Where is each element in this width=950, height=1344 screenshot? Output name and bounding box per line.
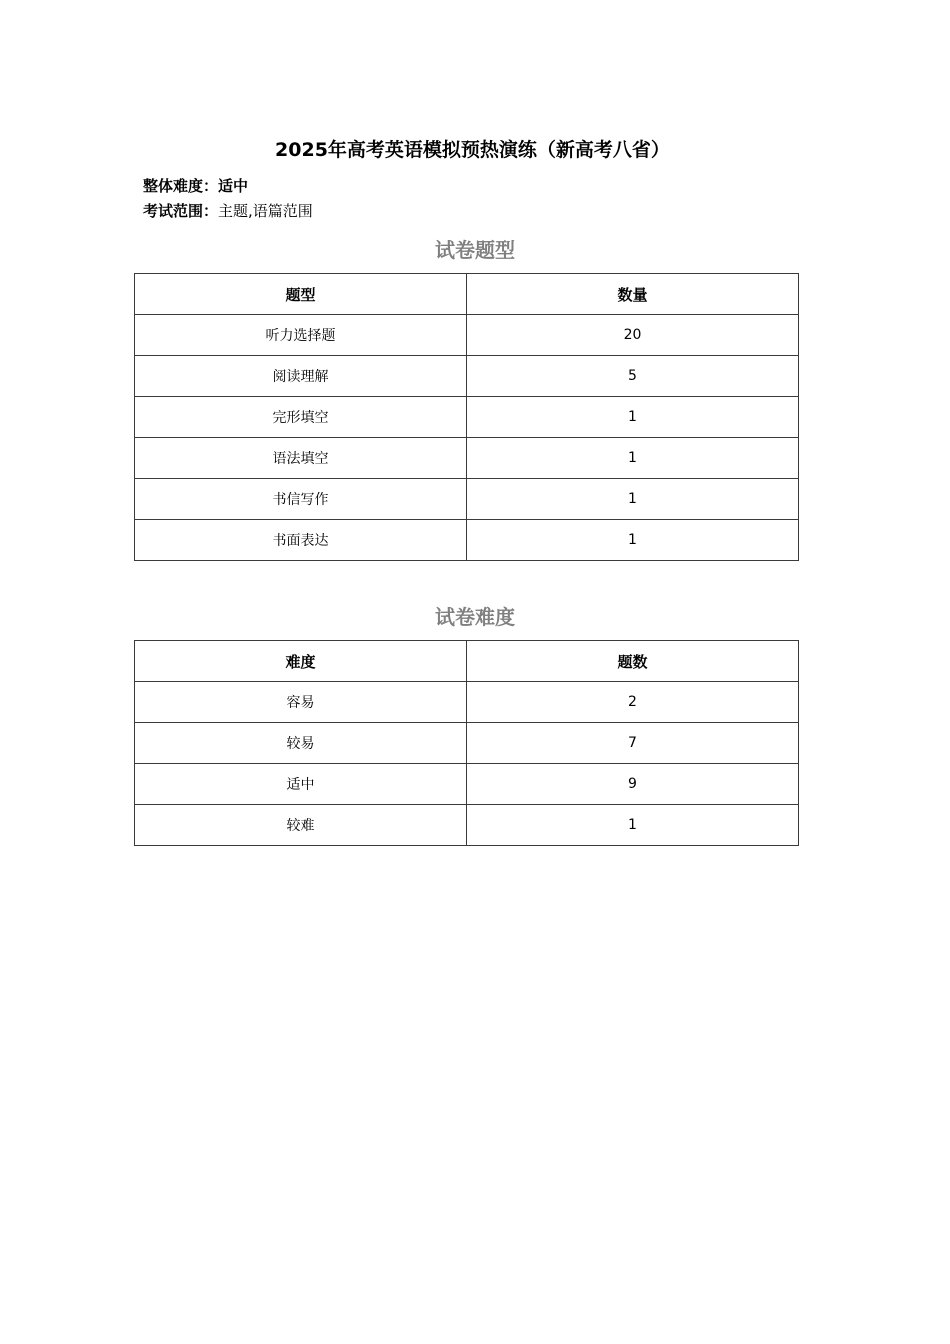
column-header-count: 数量 bbox=[467, 274, 799, 315]
table-row bbox=[135, 479, 799, 520]
difficulty-level-cell: 适中 bbox=[135, 764, 467, 805]
question-count-cell: 5 bbox=[467, 356, 799, 397]
table-row bbox=[135, 397, 799, 438]
question-count-cell: 1 bbox=[467, 397, 799, 438]
table-row bbox=[135, 315, 799, 356]
question-type-cell: 听力选择题 bbox=[135, 315, 467, 356]
table-row bbox=[135, 764, 799, 805]
question-types-heading: 试卷题型 bbox=[435, 238, 515, 262]
table-header-row bbox=[135, 274, 799, 315]
difficulty-count-cell: 7 bbox=[467, 723, 799, 764]
table-header-row bbox=[135, 641, 799, 682]
difficulty-heading: 试卷难度 bbox=[435, 605, 515, 629]
question-type-cell: 完形填空 bbox=[135, 397, 467, 438]
column-header-difficulty: 难度 bbox=[135, 641, 467, 682]
table-row bbox=[135, 356, 799, 397]
question-type-cell: 语法填空 bbox=[135, 438, 467, 479]
overall-difficulty bbox=[143, 175, 248, 197]
difficulty-level-cell: 较难 bbox=[135, 805, 467, 846]
question-type-cell: 阅读理解 bbox=[135, 356, 467, 397]
difficulty-level-cell: 容易 bbox=[135, 682, 467, 723]
column-header-question-count: 题数 bbox=[467, 641, 799, 682]
exam-scope bbox=[143, 200, 313, 222]
column-header-type: 题型 bbox=[135, 274, 467, 315]
difficulty-table bbox=[134, 640, 799, 846]
overall-difficulty-value: 适中 bbox=[218, 177, 249, 195]
question-count-cell: 1 bbox=[467, 479, 799, 520]
exam-scope-value: 主题,语篇范围 bbox=[218, 202, 313, 220]
table-row bbox=[135, 723, 799, 764]
difficulty-count-cell: 2 bbox=[467, 682, 799, 723]
table-row bbox=[135, 805, 799, 846]
overall-difficulty-label: 整体难度： bbox=[143, 177, 219, 195]
exam-scope-label: 考试范围： bbox=[143, 202, 219, 220]
question-type-cell: 书面表达 bbox=[135, 520, 467, 561]
table-row bbox=[135, 682, 799, 723]
table-row bbox=[135, 520, 799, 561]
question-count-cell: 1 bbox=[467, 520, 799, 561]
question-count-cell: 20 bbox=[467, 315, 799, 356]
difficulty-count-cell: 1 bbox=[467, 805, 799, 846]
difficulty-count-cell: 9 bbox=[467, 764, 799, 805]
question-type-cell: 书信写作 bbox=[135, 479, 467, 520]
question-types-table bbox=[134, 273, 799, 561]
table-row bbox=[135, 438, 799, 479]
document-title: 2025年高考英语模拟预热演练（新高考八省） bbox=[275, 139, 670, 161]
difficulty-level-cell: 较易 bbox=[135, 723, 467, 764]
question-count-cell: 1 bbox=[467, 438, 799, 479]
